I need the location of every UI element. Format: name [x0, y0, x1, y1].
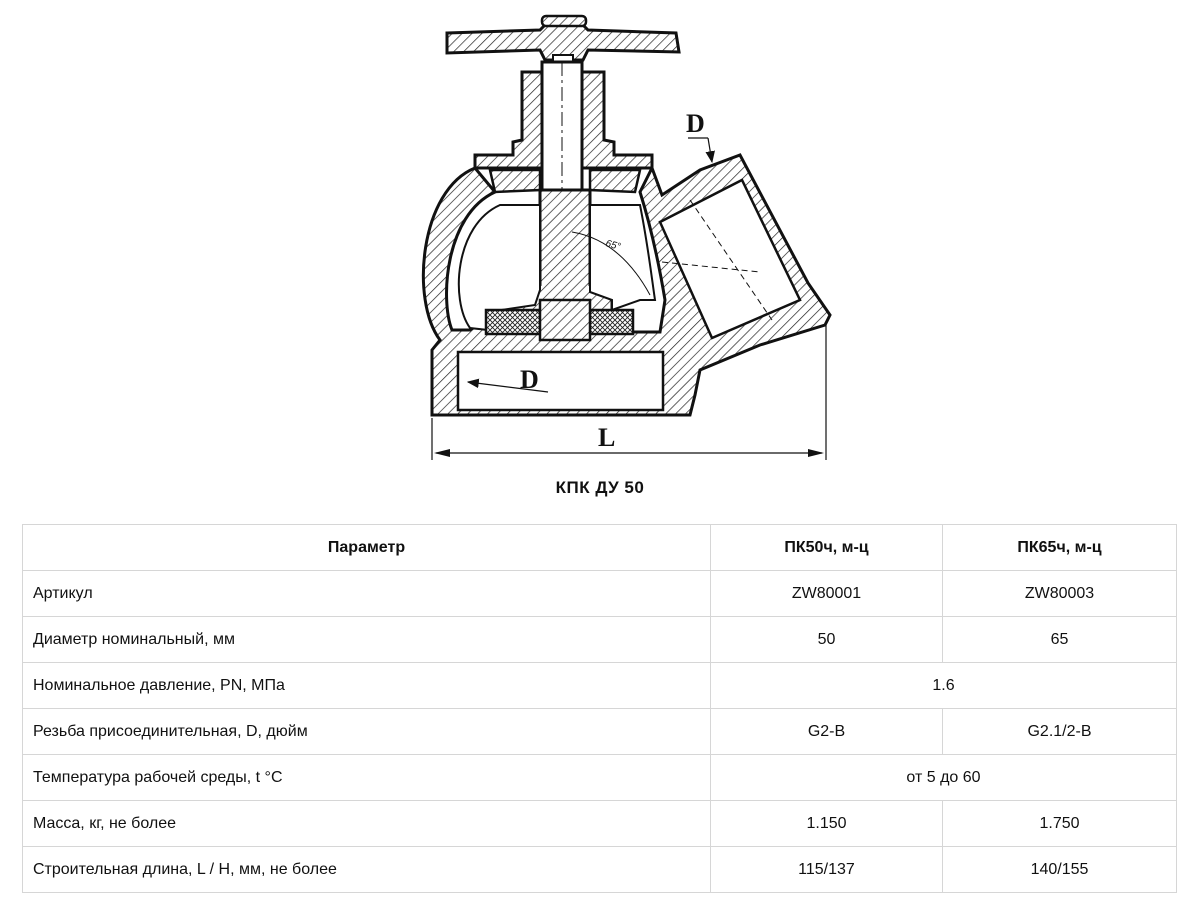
table-row — [23, 847, 1177, 893]
table-row — [23, 571, 1177, 617]
side-diameter-label: D — [686, 109, 705, 138]
table-row — [23, 709, 1177, 755]
pk50-cell: G2-B — [711, 709, 943, 755]
drawing-caption: КПК ДУ 50 — [555, 478, 645, 497]
header-parameter: Параметр — [23, 525, 711, 571]
table-row — [23, 801, 1177, 847]
valve-body — [423, 155, 830, 415]
header-pk50: ПК50ч, м-ц — [711, 525, 943, 571]
table-row — [23, 663, 1177, 709]
pk65-cell: 65 — [943, 617, 1177, 663]
param-cell: Резьба присоединительная, D, дюйм — [23, 709, 711, 755]
pk50-cell: 1.150 — [711, 801, 943, 847]
side-diameter-callout — [686, 109, 712, 162]
length-label: L — [598, 423, 616, 452]
param-cell: Номинальное давление, PN, МПа — [23, 663, 711, 709]
merged-value-cell: от 5 до 60 — [711, 755, 1177, 801]
param-cell: Диаметр номинальный, мм — [23, 617, 711, 663]
param-cell: Масса, кг, не более — [23, 801, 711, 847]
table-row — [23, 617, 1177, 663]
bottom-diameter-label: D — [520, 365, 539, 394]
pk65-cell: 140/155 — [943, 847, 1177, 893]
merged-value-cell: 1.6 — [711, 663, 1177, 709]
pk50-cell: 115/137 — [711, 847, 943, 893]
angle-label: 65° — [604, 238, 622, 253]
pk50-cell: 50 — [711, 617, 943, 663]
param-cell: Строительная длина, L / H, мм, не более — [23, 847, 711, 893]
param-cell: Температура рабочей среды, t °C — [23, 755, 711, 801]
pk65-cell: 1.750 — [943, 801, 1177, 847]
spec-table — [22, 524, 1177, 893]
header-pk65: ПК65ч, м-ц — [943, 525, 1177, 571]
table-row — [23, 755, 1177, 801]
pk50-cell: ZW80001 — [711, 571, 943, 617]
pk65-cell: ZW80003 — [943, 571, 1177, 617]
param-cell: Артикул — [23, 571, 711, 617]
pk65-cell: G2.1/2-B — [943, 709, 1177, 755]
table-header-row — [23, 525, 1177, 571]
